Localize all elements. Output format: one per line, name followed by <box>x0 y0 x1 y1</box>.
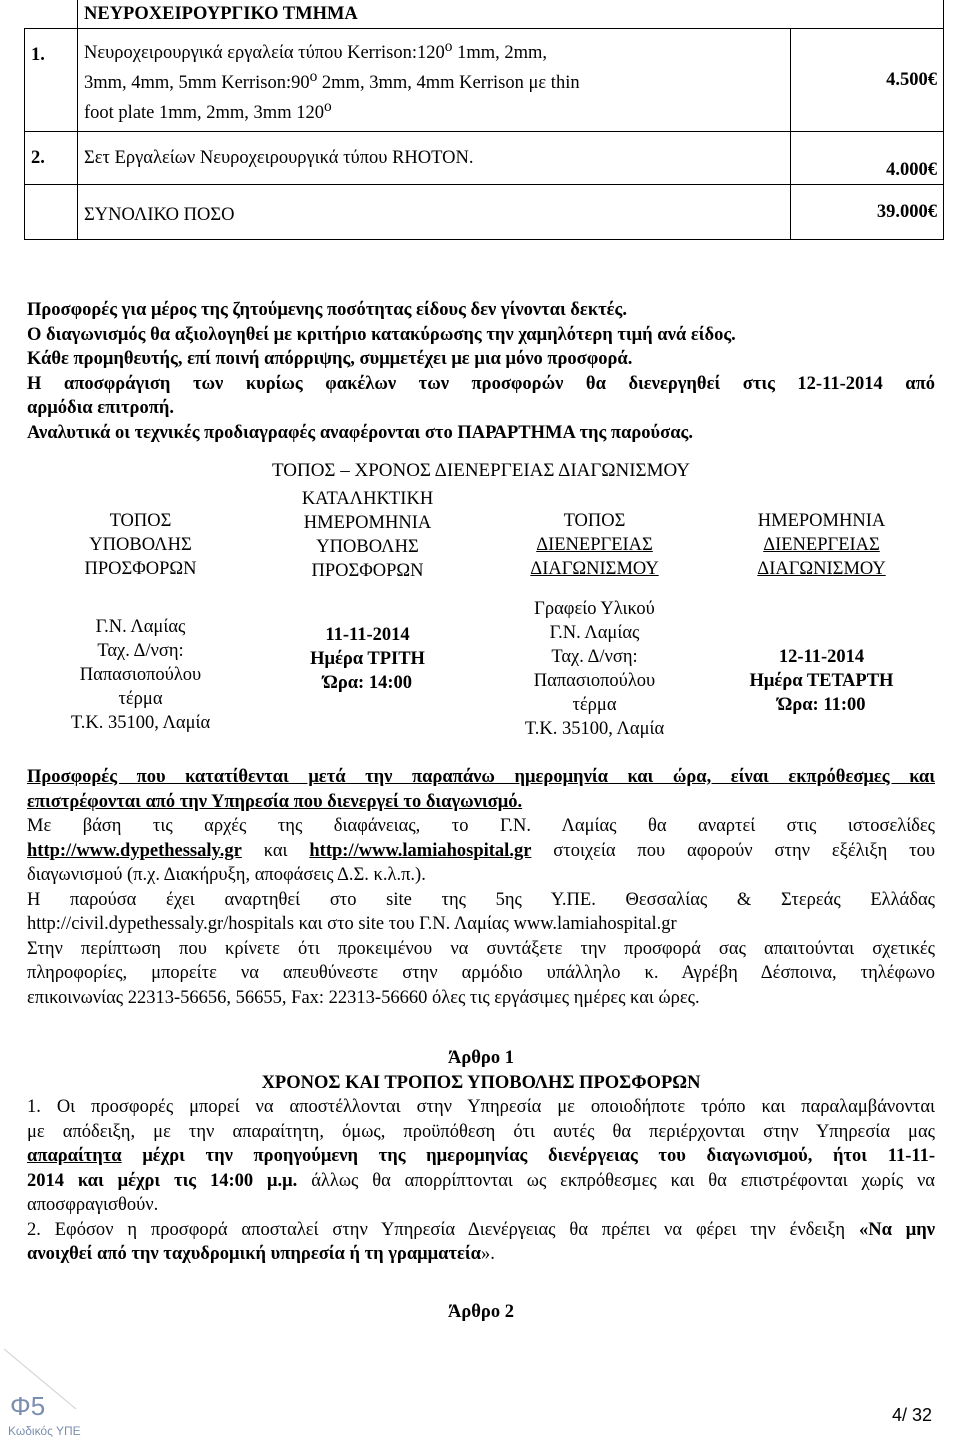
schedule-col-submission-place: ΤΟΠΟΣ ΥΠΟΒΟΛΗΣ ΠΡΟΣΦΟΡΩΝ Γ.Ν. Λαμίας Ταχ. Δ/νση: Παπασιοπούλου τέρμα Τ.Κ. 35100, Λαμία <box>70 511 211 733</box>
article-1 <box>27 1046 935 1267</box>
note: αρμόδια επιτροπή. <box>27 398 174 418</box>
item-description: Νευροχειρουργικά εργαλεία τύπου $Kerrison:120^o$ 1mm, 2mm, 3mm, 4mm, 5mm $Kerrison:90^o$ 2mm, 3mm, 4mm Kerrison με thin foot plate 1mm, 2mm, 3mm $120^o$ <box>78 29 791 132</box>
body-text <box>27 765 935 1010</box>
ype-logo <box>4 1347 86 1439</box>
item-number: 2. <box>25 132 78 185</box>
contact-line: Στην περίπτωση που κρίνετε ότι προκειμένου να συντάξετε την προσφορά σας απαιτούνται σχετικές <box>27 938 935 959</box>
logo-glyph: Φ5 <box>10 1391 46 1421</box>
note: Αναλυτικά οι τεχνικές προδιαγραφές αναφέρονται στο ΠΑΡΑΡΤΗΜΑ της παρούσας. <box>27 422 693 443</box>
transparency-line: διαγωνισμού (π.χ. Διακήρυξη, αποφάσεις Δ.Σ. κ.λ.π.). <box>27 865 426 885</box>
transparency-line: Με βάση τις αρχές της διαφάνειας, το Γ.Ν. Λαμίας θα αναρτεί στις ιστοσελίδες <box>27 816 935 836</box>
article-1-line: αποσφραγισθούν. <box>27 1195 159 1215</box>
item-price: 4.000€ <box>791 132 944 185</box>
article-1-title: ΧΡΟΝΟΣ ΚΑΙ ΤΡΟΠΟΣ ΥΠΟΒΟΛΗΣ ΠΡΟΣΦΟΡΩΝ <box>261 1072 701 1093</box>
note: Κάθε προμηθευτής, επί ποινή απόρριψης, συμμετέχει με μια μόνο προσφορά. <box>27 349 633 369</box>
item-description: Σετ Εργαλείων Νευροχειρουργικά τύπου RHOTON. <box>78 132 791 185</box>
late-offers-line: Προσφορές που κατατίθενται μετά την παραπάνω ημερομηνία και ώρα, είναι εκπρόθεσμες και <box>27 767 935 787</box>
total-price: 39.000€ <box>791 185 944 240</box>
article-1-line: 1. Οι προσφορές μπορεί να αποστέλλονται στην Υπηρεσία με οποιοδήποτε τρόπο και παραλαμβάνονται <box>27 1097 935 1117</box>
late-offers-line: επιστρέφονται από την Υπηρεσία που διενεργεί το διαγωνισμό. <box>27 791 523 812</box>
link-lamiahospital[interactable]: http://www.lamiahospital.gr <box>309 840 532 861</box>
logo-label: Κωδικός ΥΠΕ <box>8 1424 81 1438</box>
article-1-line: ανοιχθεί από την ταχυδρομική υπηρεσία ή τη γραμματεία». <box>27 1244 495 1264</box>
total-label: ΣΥΝΟΛΙΚΟ ΠΟΣΟ <box>78 185 791 240</box>
ype-logo-mark <box>4 1347 86 1439</box>
posted-line: Η παρούσα έχει αναρτηθεί στο site της 5ης Υ.ΠΕ. Θεσσαλίας & Στερεάς Ελλάδας <box>27 889 935 910</box>
item-row-1 <box>25 29 944 132</box>
article-1-line: με απόδειξη, με την απαραίτητη, όμως, προϋπόθεση ότι αυτές θα περιέρχονται στην Υπηρεσία μας <box>27 1121 935 1142</box>
item-row-2 <box>25 132 944 185</box>
total-row <box>25 185 944 240</box>
article-1-line: απαραίτητα μέχρι την προηγούμενη της ημερομηνίας διενέργειας του διαγωνισμού, ήτοι 11-11- <box>27 1146 935 1166</box>
article-1-line: 2. Εφόσον η προσφορά αποσταλεί στην Υπηρεσία Διενέργειας θα πρέπει να φέρει την ένδειξη «Να μην <box>27 1219 936 1240</box>
article-1-line: 2014 και μέχρι τις 14:00 μ.μ. άλλως θα απορρίπτονται ως εκπρόθεσμες και θα επιστρέφονται χωρίς να <box>27 1170 935 1191</box>
schedule-col-deadline: ΚΑΤΑΛΗΚΤΙΚΗ ΗΜΕΡΟΜΗΝΙΑ ΥΠΟΒΟΛΗΣ ΠΡΟΣΦΟΡΩΝ 11-11-2014 Ημέρα ΤΡΙΤΗ Ώρα: 14:00 <box>301 489 434 693</box>
contact-line: επικοινωνίας 22313-56656, 56655, Fax: 22313-56660 όλες τις εργάσιμες ημέρες και ώρες. <box>27 987 700 1008</box>
schedule-col-date: ΗΜΕΡΟΜΗΝΙΑ ΔΙΕΝΕΡΓΕΙΑΣ ΔΙΑΓΩΝΙΣΜΟΥ 12-11-2014 Ημέρα ΤΕΤΑΡΤΗ Ώρα: 11:00 <box>749 511 894 715</box>
dept-title: ΝΕΥΡΟΧΕΙΡΟΥΡΓΙΚΟ ΤΜΗΜΑ <box>78 0 944 29</box>
article-1-heading: Άρθρο 1 <box>448 1048 514 1068</box>
items-table <box>24 0 944 240</box>
item-number: 1. <box>25 29 78 132</box>
item-price: 4.500€ <box>791 29 944 132</box>
notes-block <box>27 298 935 445</box>
link-dypethessaly[interactable]: http://www.dypethessaly.gr <box>27 840 242 861</box>
schedule-col-venue: ΤΟΠΟΣ ΔΙΕΝΕΡΓΕΙΑΣ ΔΙΑΓΩΝΙΣΜΟΥ Γραφείο Υλικού Γ.Ν. Λαμίας Ταχ. Δ/νση: Παπασιοπούλου τέρμα Τ.Κ. 35100, Λαμία <box>524 511 665 739</box>
posted-line: http://civil.dypethessaly.gr/hospitals και στο site του Γ.Ν. Λαμίας www.lamiahospital.gr <box>27 914 677 934</box>
note: Ο διαγωνισμός θα αξιολογηθεί με κριτήριο κατακύρωσης την χαμηλότερη τιμή ανά είδος. <box>27 324 736 345</box>
schedule-table <box>27 487 935 741</box>
note: Προσφορές για μέρος της ζητούμενης ποσότητας είδους δεν γίνονται δεκτές. <box>27 300 627 320</box>
dept-row <box>25 0 944 29</box>
page-number: 4/ 32 <box>891 1405 932 1425</box>
article-2-heading: Άρθρο 2 <box>448 1302 514 1322</box>
transparency-links-line: http://www.dypethessaly.gr και http://www.lamiahospital.gr στοιχεία που αφορούν στην εξέλιξη του <box>27 840 935 861</box>
contact-line: πληροφορίες, μπορείτε να απευθύνεστε στην αρμόδιο υπάλληλο κ. Αγρέβη Δέσποινα, τηλέφωνο <box>27 963 935 983</box>
note: Η αποσφράγιση των κυρίως φακέλων των προσφορών θα διενεργηθεί στις 12-11-2014 από <box>27 373 935 394</box>
schedule-title: ΤΟΠΟΣ – ΧΡΟΝΟΣ ΔΙΕΝΕΡΓΕΙΑΣ ΔΙΑΓΩΝΙΣΜΟΥ <box>271 460 690 481</box>
